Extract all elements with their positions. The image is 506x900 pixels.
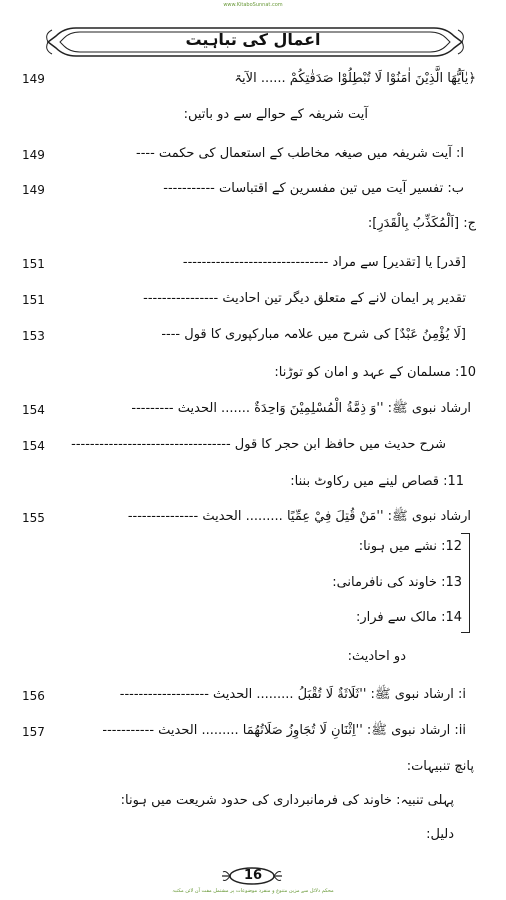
page-number: 151 — [22, 293, 45, 307]
page-number: 153 — [22, 329, 45, 343]
page-number: 154 — [22, 403, 45, 417]
toc-entry[interactable] — [234, 70, 476, 88]
toc-entry[interactable] — [163, 180, 464, 198]
bracket-group — [461, 533, 470, 633]
entry-text: تقدیر پر ایمان لانے کے متعلق دیگر تین احادیث ---------------- — [143, 291, 466, 306]
page-number: 156 — [22, 689, 45, 703]
entry-text: i: ارشاد نبوی ﷺ: ''ثَلَاثَةٌ لَا تُقْبَلُ ......... الحدیث ------------------- — [119, 687, 466, 702]
section-heading: پانچ تنبیہات: — [406, 759, 474, 774]
section-heading: 10: مسلمان کے عہد و امان کو توڑنا: — [274, 365, 476, 380]
section-heading: 12: نشے میں ہونا: — [358, 539, 462, 554]
section-heading: 14: مالک سے فرار: — [355, 610, 462, 625]
section-heading: آیت شریفہ کے حوالے سے دو باتیں: — [183, 107, 368, 122]
page-number: 154 — [22, 439, 45, 453]
section-heading: پہلی تنبیہ: خاوند کی فرمانبرداری کی حدود شریعت میں ہونا: — [120, 793, 454, 808]
bottom-note: محکم دلائل سے مزین متنوع و منفرد موضوعات پر مشتمل مفت آن لائن مکتبہ — [172, 888, 334, 894]
toc-entry[interactable] — [136, 145, 464, 163]
entry-text: ii: ارشاد نبوی ﷺ: ''اِثْنَانِ لَا تُجَاوِزُ صَلَاتُهُمَا ......... الحدیث ----------- — [102, 723, 466, 738]
toc-entry[interactable] — [183, 254, 466, 272]
toc-entry[interactable] — [120, 686, 466, 704]
top-link[interactable]: www.KitaboSunnat.com — [223, 2, 283, 8]
entry-text: ا: آیت شریفہ میں صیغہ مخاطب کے استعمال کی حکمت ---- — [136, 146, 464, 161]
section-heading: 11: قصاص لینے میں رکاوٹ بننا: — [290, 474, 464, 489]
section-heading: 13: خاوند کی نافرمانی: — [332, 575, 462, 590]
toc-entry[interactable] — [131, 400, 471, 418]
entry-text: ﴿يٰاَيُّهَا الَّذِيْنَ اٰمَنُوْا لَا تُبْطِلُوْا صَدَقٰتِكُمْ ...... الآیۃ — [234, 71, 476, 86]
toc-entry[interactable] — [128, 508, 471, 526]
toc-entry[interactable] — [71, 436, 446, 454]
entry-text: ب: تفسیر آیت میں تین مفسرین کے اقتباسات ----------- — [163, 181, 464, 196]
page-number: 149 — [22, 148, 45, 162]
section-heading: ج: [اَلْمُكَذِّبُ بِالْقَدَرِ]: — [367, 216, 476, 231]
entry-text: [لَا يُؤْمِنُ عَبْدٌ] کی شرح میں علامہ مبارکپوری کا قول ---- — [161, 327, 466, 342]
page-number: 155 — [22, 511, 45, 525]
entry-text: [قدر] یا [تقدیر] سے مراد ------------------------------- — [182, 255, 466, 270]
entry-text: ارشاد نبوی ﷺ: ''وَ ذِمَّةُ الْمُسْلِمِيْنَ وَاحِدَةٌ ....... الحدیث --------- — [131, 401, 471, 416]
section-heading: دو احادیث: — [347, 649, 406, 664]
toc-entry[interactable] — [161, 326, 466, 344]
page-title: اعمال کی تباہیت — [185, 30, 321, 49]
footer-page-number: 16 — [243, 868, 263, 883]
page-number: 149 — [22, 72, 45, 86]
section-heading: دلیل: — [426, 827, 454, 842]
entry-text: ارشاد نبوی ﷺ: ''مَنْ قُتِلَ فِيْ عِمِّيًا ......... الحدیث --------------- — [127, 509, 471, 524]
page-number: 149 — [22, 183, 45, 197]
toc-entry[interactable] — [143, 290, 466, 308]
page-number: 157 — [22, 725, 45, 739]
page-number: 151 — [22, 257, 45, 271]
toc-entry[interactable] — [102, 722, 466, 740]
entry-text: شرح حدیث میں حافظ ابن حجر کا قول ---------------------------------- — [71, 437, 446, 452]
